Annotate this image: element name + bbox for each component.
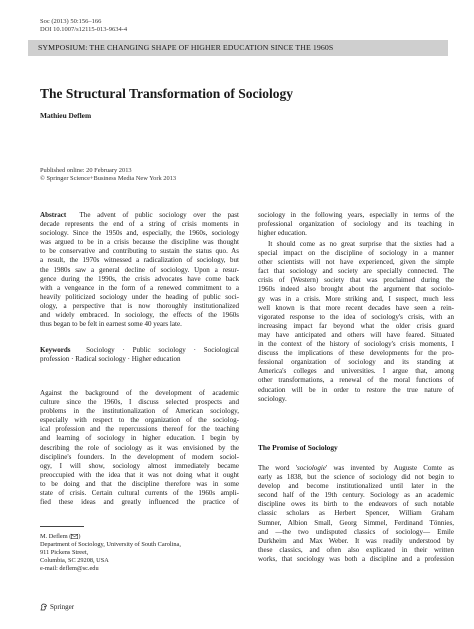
abstract-label: Abstract — [40, 211, 67, 219]
publication-info — [40, 167, 176, 183]
body-line: professional organization of sociology and its teaching in — [258, 220, 454, 229]
abstract-line: heavily politicized sociology under the heading of public soci- — [40, 292, 239, 301]
author-affiliation — [40, 533, 181, 573]
abstract-line: Abstract The advent of public sociology over the past — [40, 211, 239, 219]
body-line: fied these ideas and greatly influenced the practice of — [40, 498, 239, 507]
body-line: culture since the 1960s, I discuss selected prospects and — [40, 398, 239, 407]
body-line: and —the two undisputed classics of sociology— Emile — [258, 527, 454, 536]
paper-title: The Structural Transformation of Sociology — [40, 86, 293, 101]
copyright-line: © Springer Science+Business Media New York 2013 — [40, 175, 177, 182]
body-line: to be doing and that the discipline therefore was in some — [40, 479, 239, 488]
doi: DOI 10.1007/s12115-013-9634-4 — [40, 26, 128, 33]
body-line: higher education. — [258, 229, 307, 238]
body-line: early as 1838, but the science of sociology did not begin to — [258, 473, 454, 482]
body-line: especially with respect to the organization of the sociolog- — [40, 416, 239, 425]
body-line: The word 'sociologie' was invented by Auguste Comte as — [258, 464, 454, 472]
body-line: these classics, and often also explicated in their written — [258, 545, 454, 554]
abstract-line: the 1980s saw a general decline of sociology. Upon a resur- — [40, 265, 239, 274]
body-line: other transformations, a renewal of the moral functions of — [258, 376, 454, 385]
affiliation-line: Department of Sociology, University of South Carolina, — [40, 540, 181, 548]
abstract-line: decade represents the end of a string of crisis moments in — [40, 220, 239, 229]
affiliation-email: e-mail: deflem@sc.edu — [40, 564, 99, 572]
body-line: 1960s indeed also brought about the argument that sociolo- — [258, 285, 454, 294]
body-line: education will be in order to restore the true nature of — [258, 385, 454, 394]
affiliation-name-line: M. Deflem ( ) — [40, 533, 81, 540]
publisher-mark — [40, 603, 74, 611]
abstract-line: a result, the 1970s witnessed a radicalization of sociology, but — [40, 256, 239, 265]
keywords-line: profession · Radical sociology · Higher education — [40, 355, 181, 364]
italic-term: sociologie — [296, 464, 326, 472]
abstract-line: sociology. Since the 1950s and, especially, the 1960s, sociology — [40, 229, 239, 238]
body-line: works, that sociology was both a discipline and a profession — [258, 554, 454, 563]
body-line: special impact on the discipline of sociology in a manner — [258, 249, 454, 258]
body-line: ical profession and the repercussions thereof for the teaching — [40, 425, 239, 434]
journal-citation: Soc (2013) 50:156–166 — [40, 18, 102, 25]
body-line: fact that sociology and society are specially connected. The — [258, 267, 454, 276]
springer-horse-icon — [40, 603, 48, 611]
affiliation-name: M. Deflem — [40, 533, 68, 540]
body-line: classic scholars as Herbert Spencer, William Graham — [258, 509, 454, 518]
body-line: gy was in a crisis. More striking and, I suspect, much less — [258, 294, 454, 303]
abstract-line: was argued to be in a crisis because the discipline was thought — [40, 238, 239, 247]
author-name: Mathieu Deflem — [40, 111, 92, 120]
body-line: vigorated response to the idea of sociology's crisis, with an — [258, 312, 454, 321]
body-line: crisis of (Western) society that was proclaimed during the — [258, 276, 454, 285]
body-line: and learning of sociology in higher education. I begin by — [40, 434, 239, 443]
right-paragraph-1 — [258, 211, 454, 238]
body-line: ogy, I will show, sociology almost immediately became — [40, 461, 239, 470]
affiliation-line: Columbia, SC 29208, USA — [40, 556, 109, 564]
symposium-banner: SYMPOSIUM: THE CHANGING SHAPE OF HIGHER EDUCATION SINCE THE 1960S — [28, 40, 448, 56]
body-line: discuss the implications of these developments for the pro- — [258, 349, 454, 358]
body-line: sociology. — [258, 394, 287, 403]
keywords — [40, 346, 239, 364]
body-line: America's colleges and universities. I argue that, among — [258, 367, 454, 376]
right-paragraph-2 — [258, 240, 454, 404]
body-line: problems in the institutionalization of American sociology, — [40, 407, 239, 416]
abstract — [40, 211, 239, 329]
body-line: other scientists will not have experienced, given the simple — [258, 258, 454, 267]
body-line: Durkheim and Max Weber. It was readily understood by — [258, 536, 454, 545]
body-line: describing the role of sociology as it was envisioned by the — [40, 443, 239, 452]
section-heading: The Promise of Sociology — [258, 443, 338, 452]
abstract-line: to be conservative and contributing to sustain the status quo. As — [40, 247, 239, 256]
published-date: Published online: 20 February 2013 — [40, 167, 132, 174]
body-line: in the context of the history of sociology's crisis moments, I — [258, 340, 454, 349]
footnote-rule — [40, 526, 84, 527]
affiliation-line: 911 Pickens Street, — [40, 548, 89, 556]
body-line: fessional organization of sociology and its standing at — [258, 358, 454, 367]
body-line: may have anticipated and others will have feared. Situated — [258, 330, 454, 339]
envelope-icon — [71, 534, 78, 539]
publisher-name: Springer — [50, 603, 75, 611]
abstract-line: thus began to be felt in earnest some 40 years late. — [40, 320, 182, 329]
keywords-line: Keywords Sociology · Public sociology · Sociological — [40, 346, 239, 354]
abstract-line: ology, a perspective that is now thoroughly institutionalized — [40, 301, 239, 310]
body-line: well known is that more recent decades have seen a rein- — [258, 303, 454, 312]
body-line: Sumner, Albion Small, Georg Simmel, Ferdinand Tönnies, — [258, 518, 454, 527]
journal-reference — [40, 18, 127, 34]
keywords-label: Keywords — [40, 346, 71, 354]
body-line: state of crisis. Certain cultural currents of the 1960s ampli- — [40, 489, 239, 498]
body-line: Against the background of the development of academic — [40, 389, 239, 397]
body-line: increasing impact far beyond what the older crisis guard — [258, 321, 454, 330]
body-line: discipline owes its birth to the endeavors of such notable — [258, 500, 454, 509]
body-line: second half of the 19th century. Sociology as an academic — [258, 491, 454, 500]
right-paragraph-3 — [258, 464, 454, 564]
body-line: preoccupied with the idea that it was not doing what it ought — [40, 470, 239, 479]
abstract-line: gence during the 1990s, the crisis advocates have come back — [40, 274, 239, 283]
body-line: sociology in the following years, especially in terms of the — [258, 211, 454, 219]
intro-paragraph — [40, 389, 239, 507]
body-line: develop and become institutionalized until later in the — [258, 482, 454, 491]
abstract-line: with a vengeance in the form of a renewed commitment to a — [40, 283, 239, 292]
body-line: It should come as no great surprise that the sixties had a — [268, 240, 454, 248]
abstract-line: and widely embraced. In sociology, the effects of the 1960s — [40, 311, 239, 320]
body-line: discipline's founders. In the development of modern sociol- — [40, 452, 239, 461]
